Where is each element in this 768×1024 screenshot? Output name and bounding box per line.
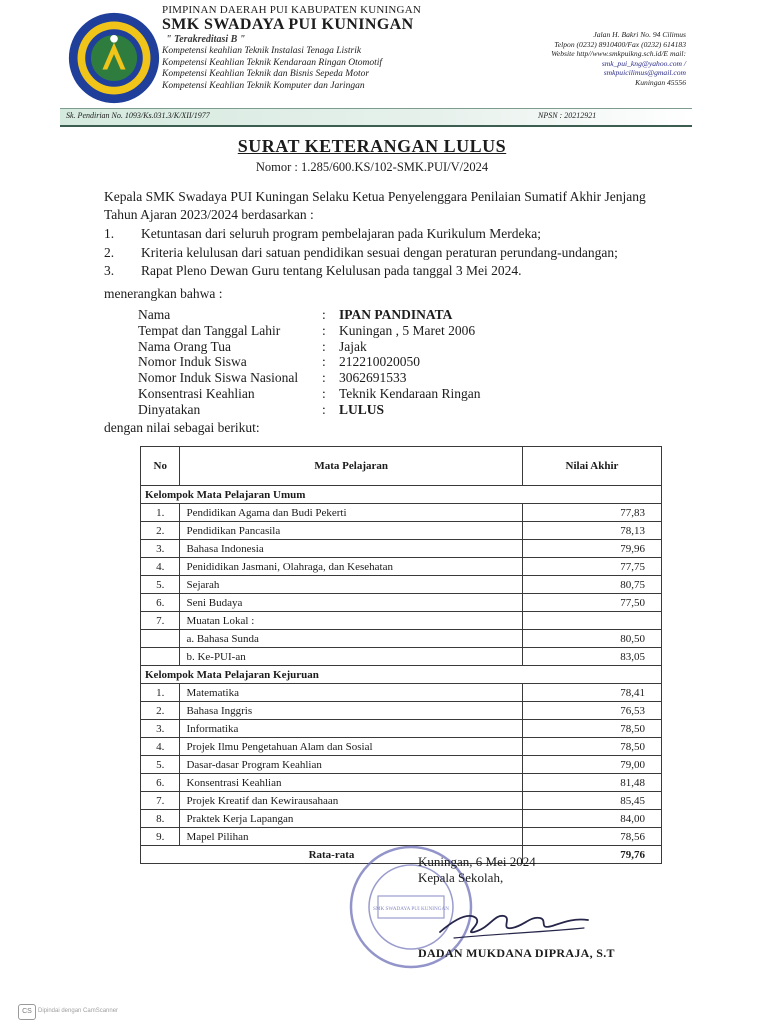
row-number bbox=[141, 630, 180, 648]
row-number: 4. bbox=[141, 558, 180, 576]
row-score: 78,50 bbox=[522, 720, 661, 738]
npsn-number: NPSN : 20212921 bbox=[538, 111, 597, 120]
table-row bbox=[141, 630, 662, 648]
sk-number: Sk. Pendirian No. 1093/Ks.031.3/K/XII/1977 bbox=[66, 111, 210, 120]
graduation-status: LULUS bbox=[339, 401, 385, 417]
row-score: 79,96 bbox=[522, 540, 661, 558]
row-subject: Matematika bbox=[180, 684, 523, 702]
row-score: 80,50 bbox=[522, 630, 661, 648]
document-number: Nomor : 1.285/600.KS/102-SMK.PUI/V/2024 bbox=[255, 160, 489, 174]
row-subject: Projek Kreatif dan Kewirausahaan bbox=[180, 792, 523, 810]
competency-item: Kompetensi keahlian Teknik Instalasi Tenaga Listrik bbox=[162, 46, 362, 56]
row-number: 5. bbox=[141, 576, 180, 594]
row-number: 7. bbox=[141, 792, 180, 810]
camscanner-text: Dipindai dengan CamScanner bbox=[38, 1008, 119, 1014]
row-subject: Dasar-dasar Program Keahlian bbox=[180, 756, 523, 774]
basis-text: Ketuntasan dari seluruh program pembelajaran pada Kurikulum Merdeka; bbox=[141, 226, 541, 241]
stamp-text: SMK SWADAYA PUI KUNINGAN bbox=[372, 906, 450, 912]
letterhead-bar bbox=[60, 108, 692, 127]
row-score: 81,48 bbox=[522, 774, 661, 792]
table-row bbox=[141, 792, 662, 810]
identity-colon: : bbox=[322, 338, 326, 354]
row-score: 80,75 bbox=[522, 576, 661, 594]
row-subject: Sejarah bbox=[180, 576, 523, 594]
identity-colon: : bbox=[322, 385, 326, 401]
identity-colon: : bbox=[322, 322, 326, 338]
table-row bbox=[141, 684, 662, 702]
row-subject: Pendidikan Agama dan Budi Pekerti bbox=[180, 504, 523, 522]
row-score: 78,50 bbox=[522, 738, 661, 756]
row-subject: Pendidikan Pancasila bbox=[180, 522, 523, 540]
competency-item: Kompetensi Keahlian Teknik dan Bisnis Sepeda Motor bbox=[162, 69, 370, 79]
address: Jalan H. Bakri No. 94 Cilimus bbox=[593, 30, 686, 39]
row-subject: Penididikan Jasmani, Olahraga, dan Kesehatan bbox=[180, 558, 523, 576]
accreditation: " Terakreditasi B " bbox=[166, 34, 246, 45]
identity-label: Nomor Induk Siswa Nasional bbox=[138, 370, 299, 386]
group-label: Kelompok Mata Pelajaran Kejuruan bbox=[141, 666, 662, 684]
row-subject: a. Bahasa Sunda bbox=[180, 630, 523, 648]
grades-header-row bbox=[141, 447, 662, 486]
signer-name: DADAN MUKDANA DIPRAJA, S.T bbox=[418, 946, 615, 960]
table-row bbox=[141, 702, 662, 720]
group-row-umum bbox=[141, 486, 662, 504]
row-number: 3. bbox=[141, 540, 180, 558]
row-subject: Muatan Lokal : bbox=[180, 612, 523, 630]
row-number: 7. bbox=[141, 612, 180, 630]
handwritten-signature bbox=[434, 898, 594, 946]
row-number: 4. bbox=[141, 738, 180, 756]
header-subject: Mata Pelajaran bbox=[180, 447, 523, 486]
row-number: 8. bbox=[141, 810, 180, 828]
identity-value: Kuningan , 5 Maret 2006 bbox=[339, 322, 476, 338]
competency-item: Kompetensi Keahlian Teknik Komputer dan Jaringan bbox=[162, 80, 365, 91]
intro-paragraph bbox=[104, 188, 704, 224]
row-score: 84,00 bbox=[522, 810, 661, 828]
row-subject: Projek Ilmu Pengetahuan Alam dan Sosial bbox=[180, 738, 523, 756]
table-row bbox=[141, 810, 662, 828]
row-subject: Bahasa Inggris bbox=[180, 702, 523, 720]
row-subject: Konsentrasi Keahlian bbox=[180, 774, 523, 792]
basis-list bbox=[104, 226, 704, 282]
row-number: 6. bbox=[141, 774, 180, 792]
grades-table bbox=[140, 446, 662, 864]
row-score: 77,83 bbox=[522, 504, 661, 522]
average-score: 79,76 bbox=[522, 846, 661, 864]
identity-value: Jajak bbox=[339, 338, 367, 354]
row-score: 78,41 bbox=[522, 684, 661, 702]
competency-list bbox=[162, 46, 502, 92]
document-title: SURAT KETERANGAN LULUS bbox=[237, 136, 507, 156]
row-number: 9. bbox=[141, 828, 180, 846]
row-score: 77,50 bbox=[522, 594, 661, 612]
basis-number: 3. bbox=[104, 263, 115, 278]
table-row bbox=[141, 558, 662, 576]
table-row bbox=[141, 540, 662, 558]
camscanner-icon: CS bbox=[18, 1004, 36, 1020]
basis-item bbox=[104, 245, 704, 264]
row-subject: Informatika bbox=[180, 720, 523, 738]
phone: Telpon (0232) 8910400/Fax (0232) 614183 bbox=[554, 39, 686, 49]
row-subject: Mapel Pilihan bbox=[180, 828, 523, 846]
table-row bbox=[141, 576, 662, 594]
identity-label: Nomor Induk Siswa bbox=[138, 354, 247, 370]
identity-label: Konsentrasi Keahlian bbox=[138, 385, 255, 401]
identity-label: Nama Orang Tua bbox=[138, 338, 231, 354]
basis-item bbox=[104, 226, 704, 245]
identity-value: IPAN PANDINATA bbox=[339, 307, 453, 322]
table-row bbox=[141, 738, 662, 756]
row-score: 78,13 bbox=[522, 522, 661, 540]
basis-text: Rapat Pleno Dewan Guru tentang Kelulusan pada tanggal 3 Mei 2024. bbox=[141, 263, 522, 278]
row-number: 5. bbox=[141, 756, 180, 774]
row-number: 3. bbox=[141, 720, 180, 738]
certificate-page bbox=[22, 0, 722, 1024]
signature-block bbox=[418, 854, 536, 886]
row-score: 83,05 bbox=[522, 648, 661, 666]
group-label: Kelompok Mata Pelajaran Umum bbox=[141, 486, 662, 504]
identity-colon: : bbox=[322, 354, 326, 370]
school-logo-icon bbox=[66, 10, 162, 106]
intro-line: Tahun Ajaran 2023/2024 berdasarkan : bbox=[104, 207, 314, 222]
identity-value: 212210020050 bbox=[339, 354, 420, 370]
org-name: PIMPINAN DAERAH PUI KABUPATEN KUNINGAN bbox=[162, 4, 421, 16]
identity-colon: : bbox=[322, 370, 326, 386]
row-number: 6. bbox=[141, 594, 180, 612]
table-row bbox=[141, 612, 662, 630]
identity-label: Tempat dan Tanggal Lahir bbox=[138, 322, 281, 338]
basis-number: 2. bbox=[104, 244, 115, 260]
sign-position: Kepala Sekolah, bbox=[418, 870, 504, 885]
row-score: 85,45 bbox=[522, 792, 661, 810]
identity-value: Teknik Kendaraan Ringan bbox=[339, 385, 481, 401]
identity-label: Nama bbox=[138, 307, 171, 322]
header-score: Nilai Akhir bbox=[522, 447, 661, 486]
basis-item bbox=[104, 263, 704, 282]
menerangkan-label: menerangkan bahwa : bbox=[104, 286, 223, 301]
school-name: SMK SWADAYA PUI KUNINGAN bbox=[162, 16, 414, 33]
row-subject: Bahasa Indonesia bbox=[180, 540, 523, 558]
row-subject: Seni Budaya bbox=[180, 594, 523, 612]
table-row bbox=[141, 720, 662, 738]
contact-block bbox=[506, 30, 686, 88]
email-link[interactable]: smkpuicilimus@gmail.com bbox=[603, 68, 686, 78]
row-number: 1. bbox=[141, 684, 180, 702]
row-score: 79,00 bbox=[522, 756, 661, 774]
sign-place-date: Kuningan, 6 Mei 2024 bbox=[418, 854, 536, 869]
competency-item: Kompetensi Keahlian Teknik Kendaraan Ringan Otomotif bbox=[162, 57, 382, 68]
identity-label: Dinyatakan bbox=[138, 401, 201, 417]
intro-line: Kepala SMK Swadaya PUI Kuningan Selaku Ketua Penyelenggara Penilaian Sumatif Akhir Jenjang bbox=[104, 189, 646, 204]
header-no: No bbox=[141, 447, 180, 486]
group-row-kejuruan bbox=[141, 666, 662, 684]
table-row bbox=[141, 594, 662, 612]
table-row bbox=[141, 504, 662, 522]
identity-colon: : bbox=[322, 401, 326, 417]
website: Website http//www.smkpuikng.sch.id/E mail: bbox=[551, 49, 686, 59]
row-number bbox=[141, 648, 180, 666]
row-score: 78,56 bbox=[522, 828, 661, 846]
row-subject: b. Ke-PUI-an bbox=[180, 648, 523, 666]
table-row bbox=[141, 522, 662, 540]
table-row bbox=[141, 756, 662, 774]
table-row bbox=[141, 648, 662, 666]
table-row bbox=[141, 774, 662, 792]
letterhead-text bbox=[162, 4, 502, 92]
identity-colon: : bbox=[322, 307, 326, 322]
row-subject: Praktek Kerja Lapangan bbox=[180, 810, 523, 828]
identity-value: 3062691533 bbox=[339, 370, 407, 386]
row-score: 76,53 bbox=[522, 702, 661, 720]
grades-intro: dengan nilai sebagai berikut: bbox=[104, 420, 260, 435]
average-label: Rata-rata bbox=[141, 846, 523, 864]
row-number: 1. bbox=[141, 504, 180, 522]
basis-text: Kriteria kelulusan dari satuan pendidikan sesuai dengan peraturan perundang-undangan; bbox=[141, 244, 618, 260]
row-score: 77,75 bbox=[522, 558, 661, 576]
row-number: 2. bbox=[141, 522, 180, 540]
basis-number: 1. bbox=[104, 226, 115, 241]
row-score bbox=[522, 612, 661, 630]
email-link[interactable]: smk_pui_kng@yahoo.com / bbox=[601, 58, 686, 68]
row-number: 2. bbox=[141, 702, 180, 720]
city-postcode: Kuningan 45556 bbox=[635, 77, 686, 87]
